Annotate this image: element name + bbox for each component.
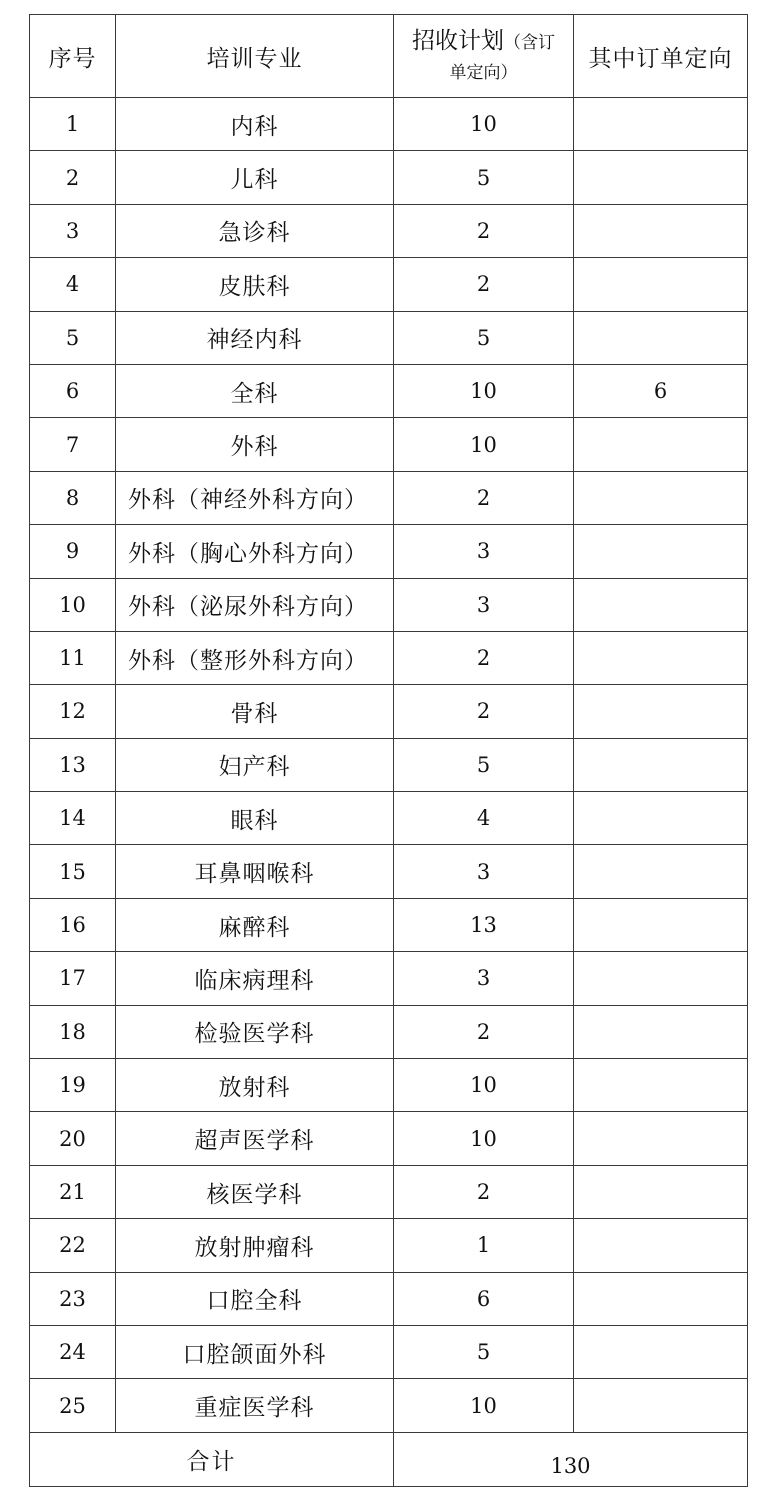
table-row <box>30 1325 748 1378</box>
row-major: 检验医学科 <box>116 1005 394 1058</box>
row-index: 4 <box>30 258 116 311</box>
row-major: 麻醉科 <box>116 898 394 951</box>
row-order <box>574 151 748 204</box>
table-row <box>30 364 748 417</box>
table-row <box>30 631 748 684</box>
row-index: 5 <box>30 311 116 364</box>
row-order <box>574 1005 748 1058</box>
row-plan: 13 <box>394 898 574 951</box>
row-major: 耳鼻咽喉科 <box>116 845 394 898</box>
total-value: 130 <box>394 1432 748 1486</box>
total-label: 合计 <box>30 1432 394 1486</box>
row-order <box>574 1325 748 1378</box>
row-plan: 2 <box>394 471 574 524</box>
row-order <box>574 1165 748 1218</box>
row-order <box>574 1272 748 1325</box>
table-row <box>30 792 748 845</box>
row-order <box>574 311 748 364</box>
table-row <box>30 1112 748 1165</box>
row-index: 23 <box>30 1272 116 1325</box>
row-plan: 2 <box>394 1005 574 1058</box>
row-index: 13 <box>30 738 116 791</box>
row-major: 核医学科 <box>116 1165 394 1218</box>
header-plan-line2: 单定向） <box>449 63 518 84</box>
row-index: 7 <box>30 418 116 471</box>
row-major: 儿科 <box>116 151 394 204</box>
row-order <box>574 204 748 257</box>
row-plan: 3 <box>394 952 574 1005</box>
row-order <box>574 1379 748 1432</box>
row-index: 21 <box>30 1165 116 1218</box>
table-row <box>30 258 748 311</box>
table-row <box>30 1272 748 1325</box>
row-index: 18 <box>30 1005 116 1058</box>
row-index: 17 <box>30 952 116 1005</box>
row-index: 19 <box>30 1059 116 1112</box>
header-plan-line1: 招收计划 <box>412 28 504 54</box>
header-major: 培训专业 <box>116 15 394 98</box>
row-major: 口腔全科 <box>116 1272 394 1325</box>
row-order <box>574 898 748 951</box>
table-row <box>30 151 748 204</box>
table-row <box>30 578 748 631</box>
row-index: 10 <box>30 578 116 631</box>
table-row <box>30 738 748 791</box>
row-plan: 5 <box>394 311 574 364</box>
row-index: 24 <box>30 1325 116 1378</box>
row-order <box>574 258 748 311</box>
row-order <box>574 952 748 1005</box>
row-order <box>574 738 748 791</box>
row-plan: 10 <box>394 1059 574 1112</box>
row-plan: 3 <box>394 525 574 578</box>
row-major: 全科 <box>116 364 394 417</box>
row-index: 12 <box>30 685 116 738</box>
row-major: 外科（神经外科方向） <box>116 471 394 524</box>
header-order: 其中订单定向 <box>574 15 748 98</box>
table-row <box>30 685 748 738</box>
row-plan: 2 <box>394 204 574 257</box>
row-major: 外科（胸心外科方向） <box>116 525 394 578</box>
row-major: 皮肤科 <box>116 258 394 311</box>
row-index: 2 <box>30 151 116 204</box>
row-plan: 4 <box>394 792 574 845</box>
enrollment-plan-table <box>29 14 748 1487</box>
row-index: 15 <box>30 845 116 898</box>
row-plan: 3 <box>394 845 574 898</box>
table-row <box>30 1165 748 1218</box>
table-row <box>30 1059 748 1112</box>
row-plan: 10 <box>394 98 574 151</box>
row-order <box>574 792 748 845</box>
row-major: 口腔颌面外科 <box>116 1325 394 1378</box>
row-order: 6 <box>574 364 748 417</box>
row-major: 眼科 <box>116 792 394 845</box>
row-order <box>574 525 748 578</box>
row-plan: 5 <box>394 738 574 791</box>
row-order <box>574 1112 748 1165</box>
table-row <box>30 525 748 578</box>
row-plan: 3 <box>394 578 574 631</box>
row-order <box>574 845 748 898</box>
row-major: 神经内科 <box>116 311 394 364</box>
table-row <box>30 98 748 151</box>
row-order <box>574 1219 748 1272</box>
row-major: 重症医学科 <box>116 1379 394 1432</box>
row-plan: 1 <box>394 1219 574 1272</box>
row-index: 8 <box>30 471 116 524</box>
row-plan: 2 <box>394 631 574 684</box>
table-row <box>30 898 748 951</box>
row-major: 外科 <box>116 418 394 471</box>
header-index: 序号 <box>30 15 116 98</box>
row-index: 9 <box>30 525 116 578</box>
table-row <box>30 1005 748 1058</box>
row-major: 骨科 <box>116 685 394 738</box>
table-row <box>30 1379 748 1432</box>
row-index: 22 <box>30 1219 116 1272</box>
row-order <box>574 631 748 684</box>
row-index: 25 <box>30 1379 116 1432</box>
header-plan-paren: （含订 <box>504 33 555 53</box>
table-row <box>30 204 748 257</box>
table-header-row <box>30 15 748 98</box>
row-plan: 10 <box>394 1379 574 1432</box>
row-index: 1 <box>30 98 116 151</box>
row-order <box>574 471 748 524</box>
row-plan: 5 <box>394 1325 574 1378</box>
table-row <box>30 418 748 471</box>
row-order <box>574 685 748 738</box>
table-body <box>30 98 748 1433</box>
row-major: 妇产科 <box>116 738 394 791</box>
row-major: 内科 <box>116 98 394 151</box>
row-plan: 2 <box>394 685 574 738</box>
total-row <box>30 1432 748 1486</box>
table-row <box>30 845 748 898</box>
row-order <box>574 578 748 631</box>
table-row <box>30 1219 748 1272</box>
row-plan: 2 <box>394 258 574 311</box>
row-plan: 10 <box>394 418 574 471</box>
table-row <box>30 471 748 524</box>
row-index: 6 <box>30 364 116 417</box>
row-major: 外科（泌尿外科方向） <box>116 578 394 631</box>
row-major: 外科（整形外科方向） <box>116 631 394 684</box>
table-row <box>30 311 748 364</box>
row-plan: 2 <box>394 1165 574 1218</box>
row-plan: 6 <box>394 1272 574 1325</box>
row-index: 14 <box>30 792 116 845</box>
table-row <box>30 952 748 1005</box>
row-major: 超声医学科 <box>116 1112 394 1165</box>
row-order <box>574 98 748 151</box>
row-plan: 5 <box>394 151 574 204</box>
row-major: 放射肿瘤科 <box>116 1219 394 1272</box>
row-index: 20 <box>30 1112 116 1165</box>
row-index: 3 <box>30 204 116 257</box>
header-plan <box>394 15 574 98</box>
row-order <box>574 418 748 471</box>
row-major: 放射科 <box>116 1059 394 1112</box>
row-index: 11 <box>30 631 116 684</box>
row-major: 临床病理科 <box>116 952 394 1005</box>
row-order <box>574 1059 748 1112</box>
row-index: 16 <box>30 898 116 951</box>
row-major: 急诊科 <box>116 204 394 257</box>
row-plan: 10 <box>394 364 574 417</box>
row-plan: 10 <box>394 1112 574 1165</box>
